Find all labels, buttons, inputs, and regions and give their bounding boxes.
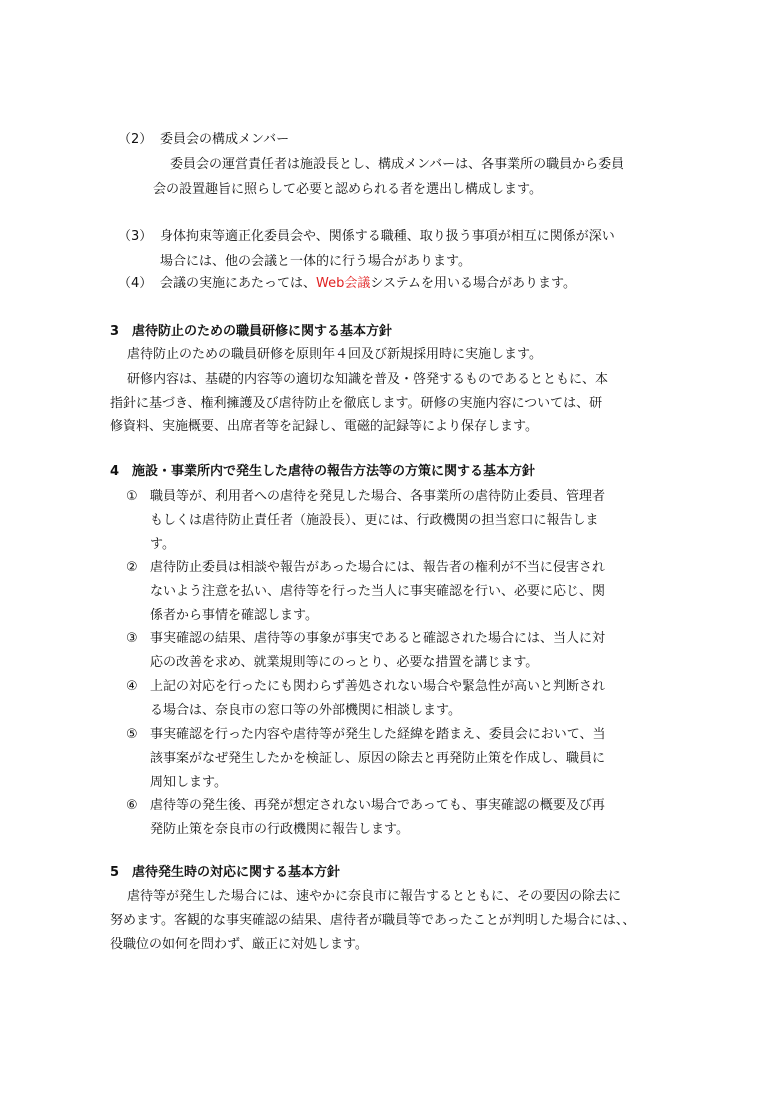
web-meeting-highlight: Web会議	[316, 276, 371, 291]
report-item-2-line-3: 係者から事情を確認します。	[150, 608, 318, 623]
circled-number-3: ③	[126, 631, 138, 646]
report-item-4-line-1: 上記の対応を行ったにも関わらず善処されない場合や緊急性が高いと判断され	[150, 679, 606, 694]
report-item-1-line-3: す。	[150, 537, 175, 552]
training-line-1: 虐待防止のための職員研修を原則年４回及び新規採用時に実施します。	[127, 347, 542, 362]
training-line-3: 指針に基づき、権利擁護及び虐待防止を徹底します。研修の実施内容については、研	[110, 396, 603, 411]
report-item-5-line-1: 事実確認を行った内容や虐待等が発生した経緯を踏まえ、委員会において、当	[150, 727, 606, 742]
report-item-5-line-2: 該事案がなぜ発生したかを検証し、原因の除去と再発防止策を作成し、職員に	[150, 751, 606, 766]
members-body-line-2: 会の設置趣旨に照らして必要と認められる者を選出し構成します。	[153, 182, 542, 197]
report-item-1-line-1: 職員等が、利用者への虐待を発見した場合、各事業所の虐待防止委員、管理者	[150, 489, 606, 504]
circled-number-6: ⑥	[126, 798, 138, 813]
section-3-heading: 3 虐待防止のための職員研修に関する基本方針	[110, 324, 393, 339]
members-title: 委員会の構成メンバー	[160, 132, 290, 147]
circled-number-4: ④	[126, 679, 138, 694]
report-item-5-line-3: 周知します。	[150, 775, 227, 790]
circled-number-1: ①	[126, 489, 138, 504]
training-line-4: 修資料、実施概要、出席者等を記録し、電磁的記録等により保存します。	[110, 419, 538, 434]
report-item-3-line-1: 事実確認の結果、虐待等の事象が事実であると確認された場合には、当人に対	[150, 631, 606, 646]
report-item-2-line-1: 虐待防止委員は相談や報告があった場合には、報告者の権利が不当に侵害され	[150, 560, 605, 575]
training-line-2: 研修内容は、基礎的内容等の適切な知識を普及・啓発するものであるとともに、本	[127, 372, 609, 387]
joint-meeting-line-1: 身体拘束等適正化委員会や、関係する職種、取り扱う事項が相互に関係が深い	[160, 229, 615, 244]
item-number-4: （4）	[118, 276, 153, 291]
item-number-2: （2）	[118, 132, 153, 147]
section-5-heading: 5 虐待発生時の対応に関する基本方針	[110, 865, 341, 880]
report-item-1-line-2: もしくは虐待防止責任者（施設長）、更には、行政機関の担当窓口に報告しま	[150, 513, 599, 528]
report-item-6-line-2: 発防止策を奈良市の行政機関に報告します。	[150, 822, 409, 837]
web-meeting-pre: 会議の実施にあたっては、	[160, 276, 317, 291]
report-item-2-line-2: ないよう注意を払い、虐待等を行った当人に事実確認を行い、必要に応じ、関	[150, 584, 606, 599]
web-meeting-post: システムを用いる場合があります。	[370, 276, 577, 291]
section-4-heading: 4 施設・事業所内で発生した虐待の報告方法等の方策に関する基本方針	[110, 464, 536, 479]
joint-meeting-line-2: 場合には、他の会議と一体的に行う場合があります。	[160, 254, 471, 269]
report-item-4-line-2: る場合は、奈良市の窓口等の外部機関に相談します。	[150, 703, 461, 718]
web-meeting-line	[160, 275, 576, 293]
item-number-3: （3）	[118, 229, 153, 244]
members-body-line-1: 委員会の運営責任者は施設長とし、構成メンバーは、各事業所の職員から委員	[170, 157, 625, 172]
response-line-1: 虐待等が発生した場合には、速やかに奈良市に報告するとともに、その要因の除去に	[127, 889, 622, 904]
report-item-6-line-1: 虐待等の発生後、再発が想定されない場合であっても、事実確認の概要及び再	[150, 798, 605, 813]
circled-number-5: ⑤	[126, 727, 138, 742]
circled-number-2: ②	[126, 560, 138, 575]
report-item-3-line-2: 応の改善を求め、就業規則等にのっとり、必要な措置を講じます。	[150, 655, 539, 670]
response-line-3: 役職位の如何を問わず、厳正に対処します。	[110, 937, 368, 952]
response-line-2: 努めます。客観的な事実確認の結果、虐待者が職員等であったことが判明した場合には、、	[110, 913, 636, 928]
